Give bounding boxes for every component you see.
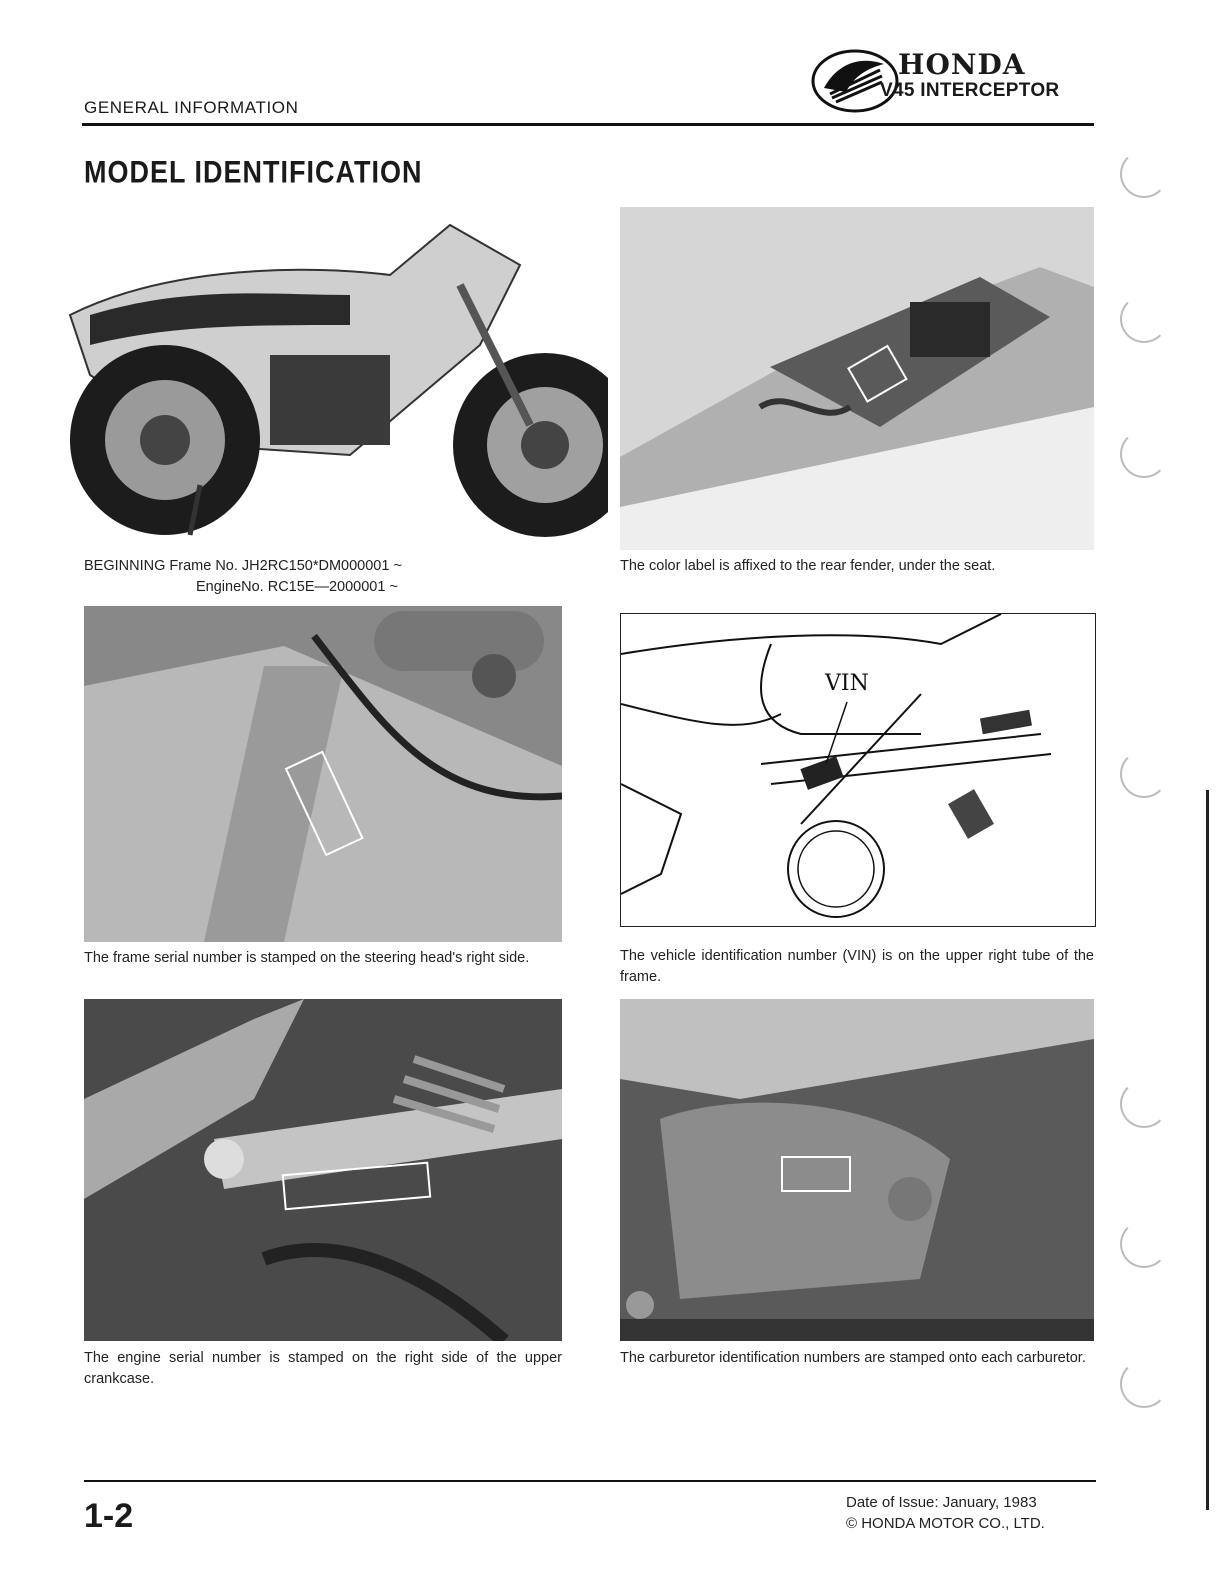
page-title: MODEL IDENTIFICATION <box>84 155 423 190</box>
binder-ring <box>1120 1360 1168 1408</box>
binder-ring <box>1120 1080 1168 1128</box>
caption-beginning-frame <box>84 556 564 598</box>
caption-vin: The vehicle identification number (VIN) is on the upper right tube of the frame. <box>620 948 1094 985</box>
issue-date: Date of Issue: January, 1983 <box>846 1494 1037 1511</box>
caption-color-label: The color label is affixed to the rear fender, under the seat. <box>620 558 996 574</box>
section-label: GENERAL INFORMATION <box>84 98 299 117</box>
footer-rule <box>84 1480 1096 1482</box>
motorcycle-photo <box>50 205 608 550</box>
color-label-photo <box>620 207 1094 550</box>
footer-issue-info <box>846 1492 1045 1534</box>
vin-label: VIN <box>825 671 869 696</box>
model-name: V45 INTERCEPTOR <box>880 80 1060 101</box>
engine-number-line: EngineNo. RC15E—2000001 ~ <box>196 579 398 595</box>
vin-diagram <box>620 613 1096 927</box>
caption-engine-serial: The engine serial number is stamped on the right side of the upper crankcase. <box>84 1350 562 1387</box>
binder-ring <box>1120 430 1168 478</box>
engine-serial-photo <box>84 999 562 1341</box>
frame-number-line: BEGINNING Frame No. JH2RC150*DM000001 ~ <box>84 558 402 574</box>
caption-carburetor: The carburetor identification numbers are stamped onto each carburetor. <box>620 1350 1086 1366</box>
carburetor-photo <box>620 999 1094 1341</box>
binder-ring <box>1120 295 1168 343</box>
brand-name: HONDA <box>898 48 1026 81</box>
binder-ring <box>1120 750 1168 798</box>
header-rule <box>82 123 1094 126</box>
copyright: © HONDA MOTOR CO., LTD. <box>846 1515 1045 1532</box>
caption-frame-serial: The frame serial number is stamped on the steering head's right side. <box>84 950 530 966</box>
page-number: 1-2 <box>84 1497 134 1535</box>
frame-serial-photo <box>84 606 562 942</box>
binder-ring <box>1120 150 1168 198</box>
binder-ring <box>1120 1220 1168 1268</box>
page-edge <box>1206 790 1209 1510</box>
